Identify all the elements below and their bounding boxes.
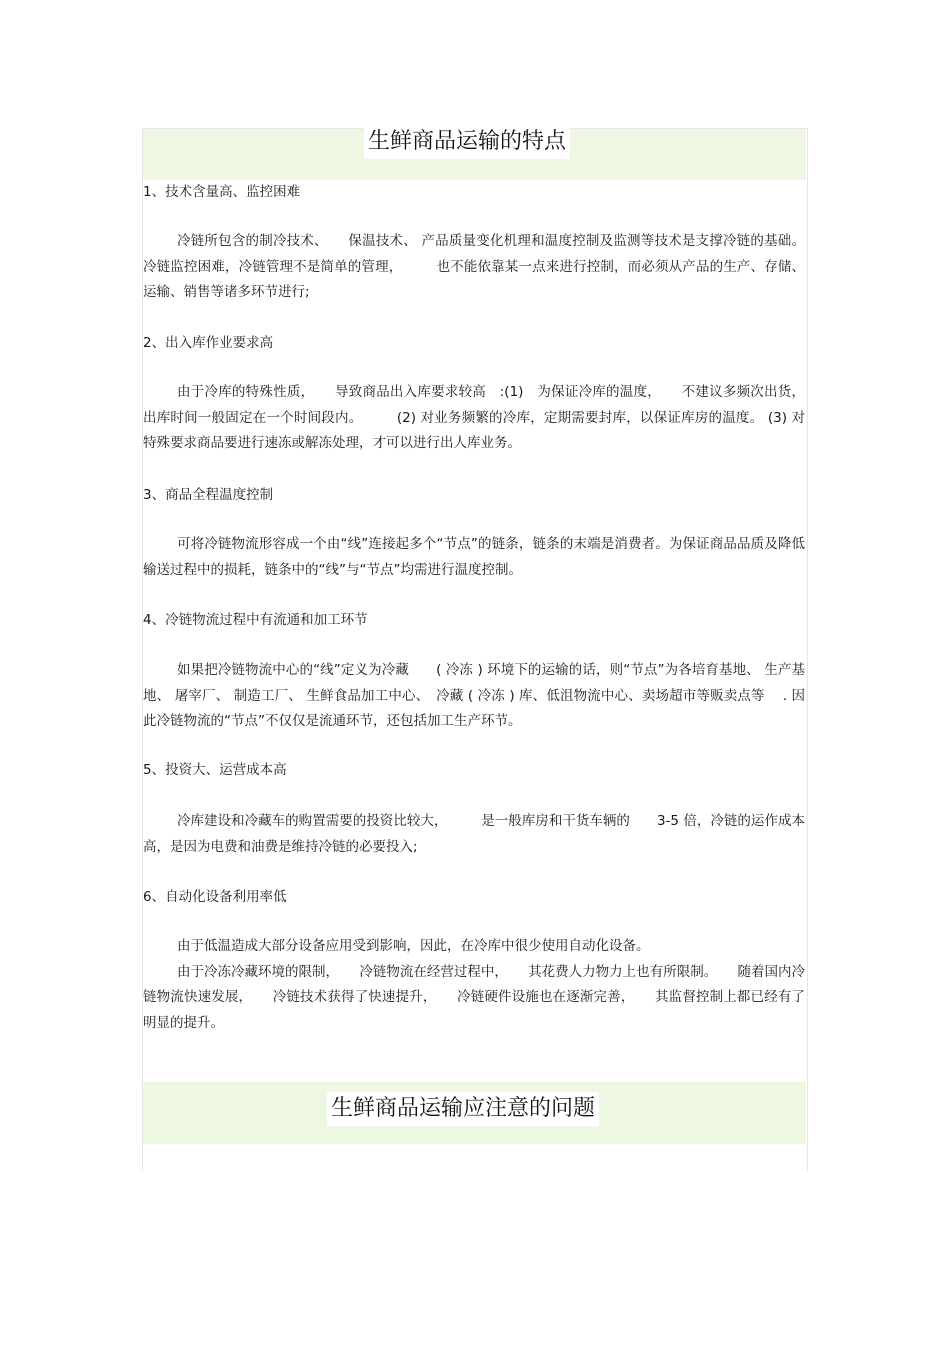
section-title-2: 生鲜商品运输应注意的问题 [327, 1092, 599, 1126]
section-heading-5: 5、投资大、运营成本高 [143, 762, 287, 778]
section-paragraph: 由于冷库的特殊性质， 导致商品出入库要求较高 :(1) 为保证冷库的温度， 不建议多频次出货，出库时间一般固定在一个时间段内。 (2) 对业务频繁的冷库，定期需要封库，以保证库房的温度。 (3) 对特殊要求商品要进行速冻或解冻处理，才可以进行出人库业务。 [143, 384, 805, 451]
section-body-1 [143, 229, 805, 306]
section-heading-3: 3、商品全程温度控制 [143, 487, 274, 503]
section-paragraph: 冷链所包含的制冷技术、 保温技术、 产品质量变化机理和温度控制及监测等技术是支撑冷链的基础。冷链监控困难，冷链管理不是简单的管理， 也不能依靠某一点来进行控制，而必须从产品的生产、存储、运输、销售等诸多环节进行; [143, 233, 805, 300]
page-title: 生鲜商品运输的特点 [364, 125, 570, 159]
title-band-1 [143, 129, 806, 180]
section-body-6 [143, 934, 805, 1036]
section-heading-6: 6、自动化设备利用率低 [143, 889, 287, 905]
section-body-2 [143, 380, 805, 457]
section-paragraph: 可将冷链物流形容成一个由“线”连接起多个“节点”的链条，链条的末端是消费者。为保证商品品质及降低输送过程中的损耗，链条中的“线”与“节点”均需进行温度控制。 [143, 536, 805, 578]
section-body-5 [143, 809, 805, 860]
section-heading-1: 1、技术含量高、监控困难 [143, 184, 301, 200]
section-heading-4: 4、冷链物流过程中有流通和加工环节 [143, 612, 368, 628]
title-band-2 [143, 1082, 806, 1144]
section-body-3 [143, 532, 805, 583]
section-paragraph: 冷库建设和冷藏车的购置需要的投资比较大， 是一般库房和干货车辆的 3-5 倍，冷链的运作成本高，是因为电费和油费是维持冷链的必要投入; [143, 813, 805, 855]
section-paragraph: 如果把冷链物流中心的“线”定义为冷藏 ( 冷冻 ) 环境下的运输的话，则“节点”为各培育基地、 生产基地、 屠宰厂、 制造工厂、 生鲜食品加工中心、 冷藏 ( 冷冻 ) 库、低沮物流中心、卖场超市等贩卖点等 . 因此冷链物流的“节点”不仅仅是流通环节，还包括加工生产环节。 [143, 662, 805, 729]
section-heading-2: 2、出入库作业要求高 [143, 335, 274, 351]
section-paragraph: 由于低温造成大部分设备应用受到影响，因此，在冷库中很少使用自动化设备。 [177, 938, 650, 954]
section-body-4 [143, 658, 805, 735]
section-paragraph: 由于冷冻冷藏环境的限制， 冷链物流在经营过程中， 其花费人力物力上也有所限制。 随着国内冷链物流快速发展， 冷链技术获得了快速提升， 冷链硬件设施也在逐渐完善， 其监督控制上都已经有了明显的提升。 [143, 963, 805, 1031]
